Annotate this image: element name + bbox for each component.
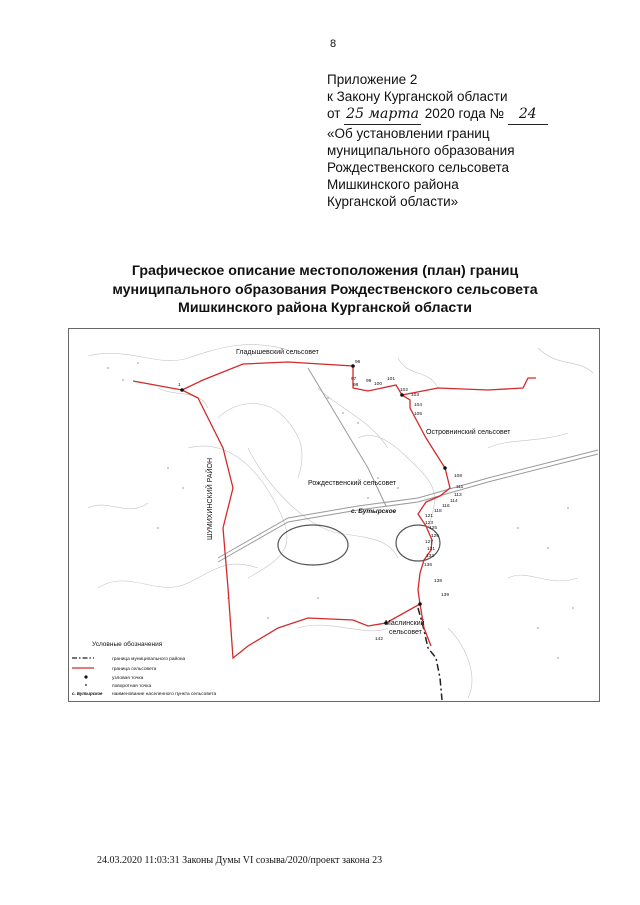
label-maslinsky-1: Маслинский <box>385 620 425 627</box>
appendix-line: «Об установлении границ <box>327 125 490 141</box>
point-label: 99 <box>366 379 372 384</box>
handwritten-number: 24 <box>508 106 548 124</box>
point-label: 98 <box>353 383 359 388</box>
appendix-date-line <box>327 105 587 124</box>
point-label: 97 <box>351 377 357 382</box>
point-label: 104 <box>414 403 423 408</box>
point-label: 102 <box>400 388 409 393</box>
document-title <box>60 262 590 318</box>
legend-item: поворотная точка <box>112 684 152 689</box>
point-label: 114 <box>450 499 458 504</box>
appendix-line: Рождественского сельсовета <box>327 160 510 176</box>
legend-turning-point <box>85 684 87 686</box>
point-label: 100 <box>374 382 383 387</box>
point-label: 1 <box>178 383 181 388</box>
point-label: 123 <box>425 521 434 526</box>
legend-title: Условные обозначения <box>92 641 163 648</box>
title-line: муниципального образования Рождественского сельсовета <box>112 281 538 298</box>
legend-item: узловая точка <box>112 676 144 681</box>
footer-info: 24.03.2020 11:03:31 Законы Думы VI созыва/2020/проект закона 23 <box>97 855 383 866</box>
point-label: 105 <box>414 412 423 417</box>
boundary-map <box>68 328 600 702</box>
point-label: 138 <box>434 579 443 584</box>
appendix-header <box>327 71 587 211</box>
label-shumikhinsky: ШУМИХИНСКИЙ РАЙОН <box>207 457 214 540</box>
label-gladyshevsky: Гладышевский сельсовет <box>236 349 319 356</box>
page-number: 8 <box>330 38 337 50</box>
point-label: 113 <box>454 493 462 498</box>
point-label: 101 <box>387 377 396 382</box>
point-label: 142 <box>375 637 384 642</box>
label-maslinsky-2: сельсовет <box>389 629 422 636</box>
point-label: 132 <box>426 554 435 559</box>
point-label: 126 <box>431 534 440 539</box>
legend-item: наименование населенного пункта сельсовета <box>112 692 217 697</box>
point-label: 127 <box>425 540 434 545</box>
date-middle: 2020 года № <box>424 106 504 122</box>
appendix-line: Приложение 2 <box>327 72 418 87</box>
point-label: 116 <box>442 504 450 509</box>
point-label: 136 <box>424 563 433 568</box>
point-label: 96 <box>355 360 361 365</box>
legend-nodal-point <box>84 675 87 678</box>
point-label: 108 <box>454 474 463 479</box>
title-line: Графическое описание местоположения (план) границ <box>131 263 519 279</box>
title-line: Мишкинского района Курганской области <box>178 300 472 316</box>
label-butyrskoe: с. Бутырское <box>351 508 397 515</box>
label-rozhdestvensky: Рождественский сельсовет <box>308 480 397 487</box>
point-label: 111 <box>456 485 464 490</box>
appendix-line: муниципального образования <box>327 142 515 158</box>
point-label: 139 <box>441 593 450 598</box>
date-prefix: от <box>327 106 341 122</box>
legend-item: граница муниципального района <box>112 657 186 662</box>
point-label: 118 <box>434 509 442 514</box>
point-label: 125 <box>429 526 438 531</box>
point-label: 103 <box>411 393 420 398</box>
legend-sample-settlement: с. Бутырское <box>72 691 103 696</box>
handwritten-date: 25 марта <box>344 106 421 124</box>
point-label: 131 <box>427 547 436 552</box>
appendix-line: Курганской области» <box>327 194 459 210</box>
point-label: 121 <box>425 514 434 519</box>
legend-item: граница сельсовета <box>112 667 157 672</box>
appendix-line: к Закону Курганской области <box>327 89 508 105</box>
label-ostrovninsky: Островнинский сельсовет <box>426 429 511 436</box>
appendix-line: Мишкинского района <box>327 177 459 193</box>
map-svg <box>68 328 600 702</box>
